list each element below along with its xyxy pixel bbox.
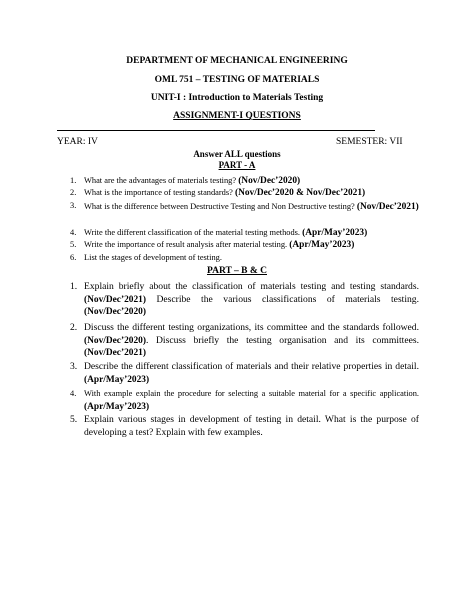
header-divider <box>57 130 375 131</box>
part-a-question-1: 1. What are the advantages of materials testing? (Nov/Dec’2020) <box>70 176 301 186</box>
part-bc-heading: PART – B & C <box>206 266 267 276</box>
part-bc-question-1: 1. Explain briefly about the classification of materials testing and testing standards. (Nov/Dec’2021) Describe the various classifications of materials testing. (Nov/Dec’2020) <box>70 281 419 318</box>
part-bc-question-2: 2. Discuss the different testing organizations, its committee and the standards followed. (Nov/Dec’2020). Discuss briefly the testing organisation and its committees. (Nov/Dec’2021) <box>70 322 419 359</box>
assignment-title: ASSIGNMENT-I QUESTIONS <box>173 111 301 121</box>
part-bc-question-3: 3. Describe the different classification of materials and their relative properties in detail. (Apr/May’2023) <box>70 361 419 385</box>
part-bc-question-5: 5. Explain various stages in development of testing in detail. What is the purpose of developing a test? Explain with few examples. <box>70 414 419 438</box>
part-bc-question-4: 4. With example explain the procedure for selecting a suitable material for a specific application. (Apr/May’2023) <box>70 389 419 412</box>
course-title: OML 751 – TESTING OF MATERIALS <box>154 75 320 85</box>
part-a-heading: PART - A <box>218 160 256 170</box>
part-a-question-6: 6. List the stages of development of testing. <box>70 253 222 262</box>
part-a-question-3: 3. What is the difference between Destructive Testing and Non Destructive testing? (Nov/Dec’2021) <box>70 201 419 212</box>
year-label: YEAR: IV <box>57 137 98 147</box>
instruction-text: Answer ALL questions <box>193 149 281 159</box>
semester-label: SEMESTER: VII <box>336 137 403 147</box>
department-heading: DEPARTMENT OF MECHANICAL ENGINEERING <box>126 56 348 66</box>
part-a-question-5: 5. Write the importance of result analysis after material testing. (Apr/May’2023) <box>70 240 355 250</box>
unit-title: UNIT-I : Introduction to Materials Testing <box>150 93 324 103</box>
part-a-question-2: 2. What is the importance of testing standards? (Nov/Dec’2020 & Nov/Dec’2021) <box>70 188 366 198</box>
part-a-question-4: 4. Write the different classification of the material testing methods. (Apr/May’2023) <box>70 228 368 238</box>
